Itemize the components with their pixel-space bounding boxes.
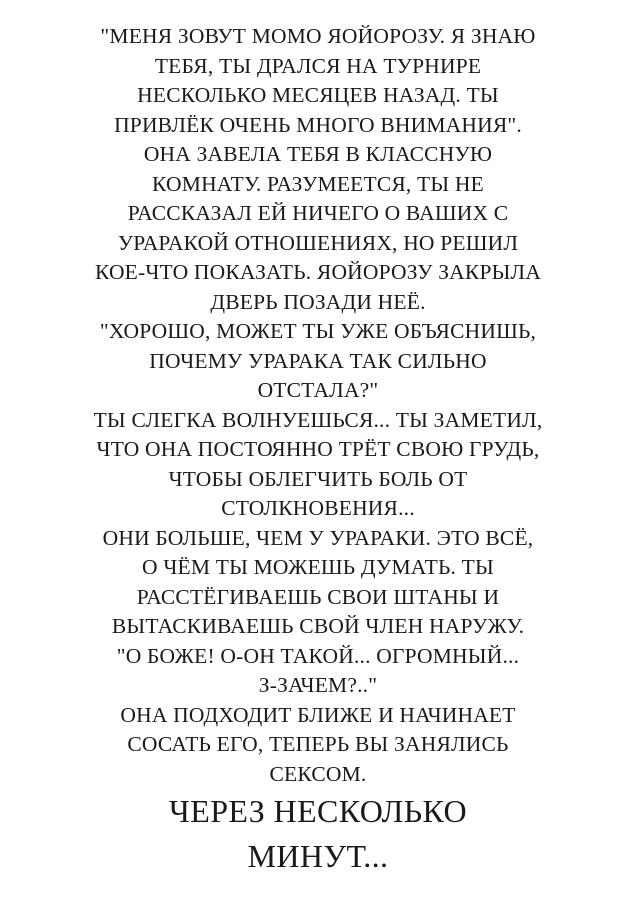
paragraph-1 — [94, 22, 543, 140]
text-line: ПРИВЛЁК ОЧЕНЬ МНОГО ВНИМАНИЯ". — [114, 112, 522, 137]
text-line: ТЫ СЛЕГКА ВОЛНУЕШЬСЯ... ТЫ ЗАМЕТИЛ, — [93, 407, 543, 432]
text-line: "О БОЖЕ! О-ОН ТАКОЙ... ОГРОМНЫЙ... — [116, 643, 520, 668]
text-line: СОСАТЬ ЕГО, ТЕПЕРЬ ВЫ ЗАНЯЛИСЬ — [127, 732, 509, 756]
text-line: РАССТЁГИВАЕШЬ СВОИ ШТАНЫ И — [136, 584, 500, 609]
text-line: ОНА ПОДХОДИТ БЛИЖЕ И НАЧИНАЕТ — [120, 702, 516, 727]
paragraph-5 — [94, 524, 543, 642]
text-line: ТЕБЯ, ТЫ ДРАЛСЯ НА ТУРНИРЕ — [154, 53, 482, 78]
text-line: О ЧЁМ ТЫ МОЖЕШЬ ДУМАТЬ. ТЫ — [142, 555, 494, 579]
text-line: МИНУТ... — [247, 838, 389, 874]
text-line: ЧТО ОНА ПОСТОЯННО ТРЁТ СВОЮ ГРУДЬ, — [96, 437, 540, 461]
text-line: ЧЕРЕЗ НЕСКОЛЬКО — [169, 793, 467, 829]
text-line: ОНИ БОЛЬШЕ, ЧЕМ У УРАРАКИ. ЭТО ВСЁ, — [102, 525, 534, 550]
text-line: ОТСТАЛА?" — [257, 378, 379, 402]
text-line: ВЫТАСКИВАЕШЬ СВОЙ ЧЛЕН НАРУЖУ. — [111, 614, 525, 638]
text-line: КОЕ-ЧТО ПОКАЗАТЬ. ЯОЙОРОЗУ ЗАКРЫЛА — [94, 260, 542, 284]
text-line: ДВЕРЬ ПОЗАДИ НЕЁ. — [210, 289, 426, 314]
paragraph-4 — [94, 406, 543, 524]
text-line: З-ЗАЧЕМ?.." — [258, 673, 378, 697]
paragraph-2 — [94, 140, 543, 317]
text-line: "МЕНЯ ЗОВУТ МОМО ЯОЙОРОЗУ. Я ЗНАЮ — [100, 24, 536, 48]
text-blocks-container — [94, 22, 543, 879]
paragraph-7 — [94, 701, 543, 790]
paragraph-8 — [94, 789, 543, 879]
text-line: ПОЧЕМУ УРАРАКА ТАК СИЛЬНО — [149, 348, 487, 373]
text-line: ЧТОБЫ ОБЛЕГЧИТЬ БОЛЬ ОТ — [168, 466, 468, 491]
paragraph-3 — [94, 317, 543, 406]
text-line: ОНА ЗАВЕЛА ТЕБЯ В КЛАССНУЮ — [143, 142, 493, 166]
text-line: КОМНАТУ. РАЗУМЕЕТСЯ, ТЫ НЕ — [152, 171, 484, 196]
text-line: "ХОРОШО, МОЖЕТ ТЫ УЖЕ ОБЪЯСНИШЬ, — [99, 319, 537, 343]
text-line: УРАРАКОЙ ОТНОШЕНИЯХ, НО РЕШИЛ — [117, 230, 519, 255]
paragraph-6 — [94, 642, 543, 701]
text-line: РАССКАЗАЛ ЕЙ НИЧЕГО О ВАШИХ С — [127, 201, 509, 225]
text-line: СЕКСОМ. — [269, 761, 367, 786]
text-line: СТОЛКНОВЕНИЯ... — [221, 496, 415, 520]
text-line: НЕСКОЛЬКО МЕСЯЦЕВ НАЗАД. ТЫ — [137, 83, 499, 107]
